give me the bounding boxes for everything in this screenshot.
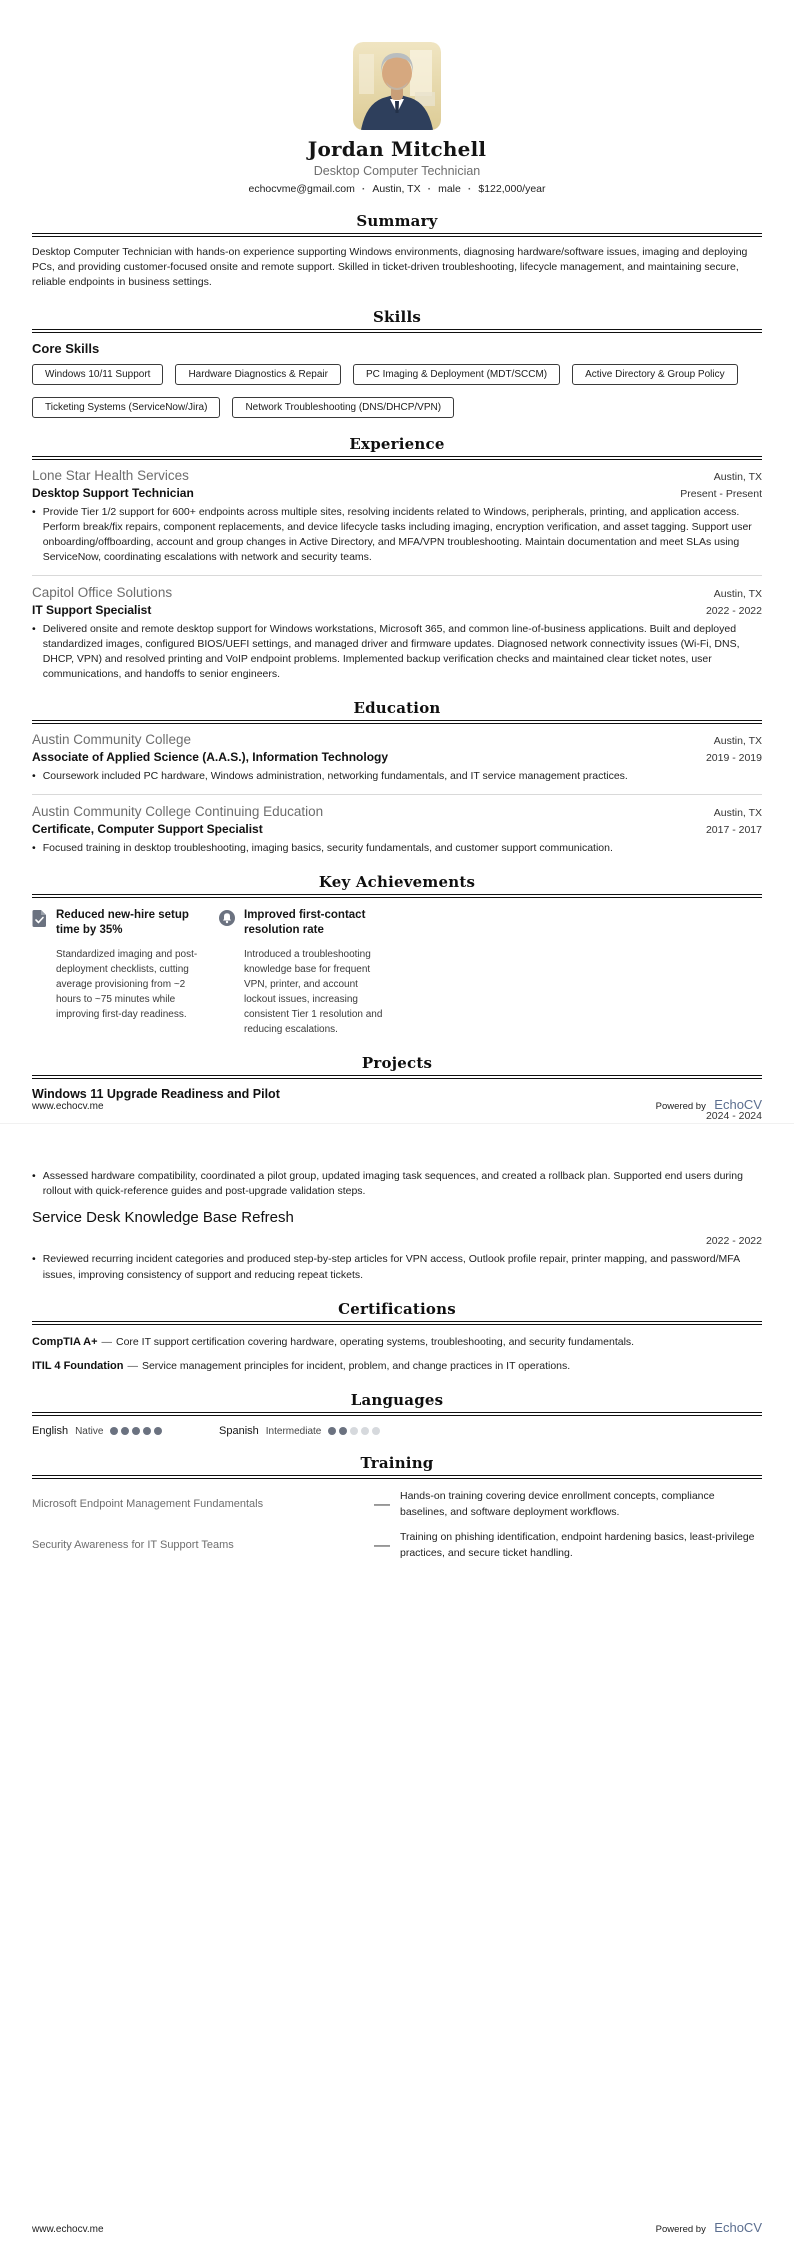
- section-languages: [32, 1391, 762, 1437]
- proficiency-dot: [372, 1427, 380, 1435]
- powered-by-label: Powered by: [655, 2224, 706, 2235]
- contact-email: echocvme@gmail.com: [248, 183, 355, 195]
- certification-name: ITIL 4 Foundation: [32, 1359, 124, 1372]
- certifications-heading: Certifications: [32, 1300, 762, 1325]
- project-dates: 2022 - 2022: [705, 1235, 762, 1248]
- dot-separator: ·: [467, 183, 472, 195]
- training-item: [32, 1530, 762, 1562]
- education-entry: [32, 726, 762, 784]
- language-level: Intermediate: [265, 1425, 322, 1437]
- company-name: Lone Star Health Services: [32, 467, 189, 483]
- brand-link[interactable]: EchoCV: [714, 2220, 762, 2235]
- bullet-marker: •: [32, 622, 36, 635]
- proficiency-dot: [110, 1427, 118, 1435]
- education-dates: 2017 - 2017: [705, 823, 762, 836]
- certification-desc: Core IT support certification covering hardware, operating systems, troubleshooting, and security fundamentals.: [116, 1335, 635, 1348]
- achievement-item: [32, 908, 201, 1037]
- skill-chip: Active Directory & Group Policy: [572, 364, 738, 385]
- summary-heading: Summary: [32, 212, 762, 237]
- language-name: Spanish: [219, 1425, 259, 1438]
- section-experience: [32, 435, 762, 683]
- proficiency-dot: [339, 1427, 347, 1435]
- job-location: Austin, TX: [713, 470, 762, 483]
- degree-title: Certificate, Computer Support Specialist: [32, 821, 263, 836]
- project-bullet: • Assessed hardware compatibility, coordinated a pilot group, updated imaging task sequences, and created a rollback plan. Supported end users during rollout with quick-reference guides and post-upgrade validation steps.: [32, 1169, 762, 1199]
- bell-icon: [219, 908, 235, 1037]
- section-education: [32, 699, 762, 855]
- education-bullet: • Coursework included PC hardware, Windows administration, networking fundamentals, and IT service management practices.: [32, 769, 762, 784]
- bullet-marker: •: [32, 841, 36, 854]
- education-dates: 2019 - 2019: [705, 752, 762, 765]
- training-desc: Training on phishing identification, endpoint hardening basics, least-privilege practices, and secure ticket handling.: [400, 1530, 755, 1559]
- brand-link[interactable]: EchoCV: [714, 1097, 762, 1112]
- training-desc: Hands-on training covering device enrollment concepts, compliance baselines, and software deployment workflows.: [400, 1490, 715, 1519]
- proficiency-dot: [143, 1427, 151, 1435]
- achievement-item: [219, 908, 388, 1037]
- achievement-text: Introduced a troubleshooting knowledge base for frequent VPN, printer, and account lockout issues, increasing consistent Tier 1 resolution and reducing escalations.: [244, 948, 383, 1035]
- proficiency-dot: [132, 1427, 140, 1435]
- skills-chip-list: [32, 364, 762, 418]
- proficiency-dot: [350, 1427, 358, 1435]
- training-name: Microsoft Endpoint Management Fundamentals: [32, 1498, 264, 1511]
- proficiency-dot: [328, 1427, 336, 1435]
- project-dates: 2024 - 2024: [705, 1109, 762, 1122]
- language-item: [32, 1425, 201, 1437]
- education-bullet: • Focused training in desktop troubleshooting, imaging basics, security fundamentals, and customer support communication.: [32, 841, 762, 856]
- proficiency-dot: [121, 1427, 129, 1435]
- dash-separator: —: [374, 1536, 390, 1554]
- education-heading: Education: [32, 699, 762, 724]
- project-entry: [32, 1209, 762, 1282]
- page-footer: [32, 1096, 762, 1114]
- section-training: [32, 1454, 762, 1561]
- experience-entry: [32, 575, 762, 683]
- achievement-title: Improved first-contact resolution rate: [244, 908, 366, 937]
- achievements-heading: Key Achievements: [32, 873, 762, 898]
- company-name: Capitol Office Solutions: [32, 584, 173, 600]
- skills-group-label: Core Skills: [32, 340, 100, 356]
- footer-site-link[interactable]: www.echocv.me: [32, 2224, 104, 2235]
- bullet-marker: •: [32, 770, 36, 783]
- skill-chip: PC Imaging & Deployment (MDT/SCCM): [353, 364, 560, 385]
- skill-chip: Hardware Diagnostics & Repair: [175, 364, 341, 385]
- experience-entry: [32, 462, 762, 566]
- job-title: Desktop Support Technician: [32, 485, 194, 500]
- footer-site-link[interactable]: www.echocv.me: [32, 1101, 104, 1112]
- achievement-text: Standardized imaging and post-deployment checklists, cutting average provisioning from ~2 hours to ~75 minutes while improving first-day readiness.: [56, 948, 198, 1020]
- certification-item: [32, 1334, 762, 1351]
- certification-desc: Service management principles for incident, problem, and change practices in IT operations.: [141, 1359, 571, 1372]
- school-name: Austin Community College Continuing Education: [32, 803, 324, 819]
- section-summary: [32, 212, 762, 291]
- language-level: Native: [75, 1425, 104, 1437]
- section-skills: [32, 308, 762, 418]
- proficiency-dot: [154, 1427, 162, 1435]
- powered-by-label: Powered by: [655, 1101, 706, 1112]
- document-check-icon: [32, 908, 47, 1037]
- dot-separator: ·: [361, 183, 366, 195]
- school-name: Austin Community College: [32, 732, 192, 748]
- skills-heading: Skills: [32, 308, 762, 333]
- project-title: Service Desk Knowledge Base Refresh: [32, 1209, 294, 1227]
- job-dates: 2022 - 2022: [705, 604, 762, 617]
- resume-page-2: [0, 1123, 794, 2246]
- achievement-title: Reduced new-hire setup time by 35%: [56, 908, 189, 937]
- language-proficiency-dots: [110, 1427, 162, 1435]
- languages-heading: Languages: [32, 1391, 762, 1416]
- bullet-marker: •: [32, 1253, 36, 1266]
- certification-item: [32, 1358, 762, 1375]
- school-location: Austin, TX: [713, 806, 762, 819]
- profile-photo: [353, 42, 441, 130]
- project-bullet: • Reviewed recurring incident categories and produced step-by-step articles for VPN access, Outlook profile repair, printer mapping, and password/MFA issues, improving consistency of support and reducing repeat tickets.: [32, 1252, 762, 1282]
- dash-separator: —: [374, 1496, 390, 1514]
- language-item: [219, 1425, 388, 1437]
- school-location: Austin, TX: [713, 735, 762, 748]
- certification-name: CompTIA A+: [32, 1335, 98, 1348]
- language-name: English: [32, 1425, 69, 1438]
- contact-salary: $122,000/year: [478, 183, 546, 195]
- job-location: Austin, TX: [713, 587, 762, 600]
- dash-separator: —: [127, 1359, 138, 1372]
- project-title: Windows 11 Upgrade Readiness and Pilot: [32, 1086, 280, 1101]
- bullet-marker: •: [32, 1170, 36, 1182]
- training-name: Security Awareness for IT Support Teams: [32, 1538, 234, 1551]
- education-entry: [32, 794, 762, 856]
- projects-heading: Projects: [32, 1054, 762, 1079]
- header-job-title: Desktop Computer Technician: [313, 164, 481, 178]
- skill-chip: Ticketing Systems (ServiceNow/Jira): [32, 397, 220, 418]
- proficiency-dot: [361, 1427, 369, 1435]
- job-bullet: • Delivered onsite and remote desktop support for Windows workstations, Microsoft 365, and common line-of-business applications. Built and deployed standardized images, configured BIOS/UEFI settings, and managed driver and firmware updates. Diagnosed network connectivity issues (Wi-Fi, DNS, DHCP, VPN) and resolved printing and VoIP endpoint problems. Implemented backup verification checks and maintained clear ticket notes, user communications, and handoffs to senior engineers.: [32, 622, 762, 683]
- experience-heading: Experience: [32, 435, 762, 460]
- training-heading: Training: [32, 1454, 762, 1479]
- dash-separator: —: [101, 1335, 112, 1348]
- job-title: IT Support Specialist: [32, 602, 152, 617]
- skill-chip: Network Troubleshooting (DNS/DHCP/VPN): [232, 397, 454, 418]
- contact-gender: male: [438, 183, 461, 195]
- job-dates: Present - Present: [680, 487, 762, 500]
- job-bullet: • Provide Tier 1/2 support for 600+ endpoints across multiple sites, resolving incidents related to Windows, peripherals, printing, and application access. Perform break/fix repairs, component replacements, and device lifecycle tasks including imaging, encryption verification, and asset tagging. Support user onboarding/offboarding, account and group changes in Active Directory, and MFA/VPN troubleshooting. Maintain documentation and meet SLAs using ServiceNow, coordinating escalations with network and security teams.: [32, 505, 762, 566]
- language-proficiency-dots: [328, 1427, 380, 1435]
- summary-text: Desktop Computer Technician with hands-on experience supporting Windows environments, diagnosing hardware/software issues, imaging and deploying PCs, and providing customer-focused onsite and remote support. Skilled in ticket-driven troubleshooting, lifecycle management, and maintaining secure, reliable endpoints in business settings.: [32, 246, 748, 289]
- dot-separator: ·: [427, 183, 432, 195]
- training-item: [32, 1489, 762, 1521]
- skill-chip: Windows 10/11 Support: [32, 364, 163, 385]
- section-certifications: [32, 1300, 762, 1375]
- page-footer: [32, 2219, 762, 2237]
- contact-line: [32, 183, 762, 195]
- degree-title: Associate of Applied Science (A.A.S.), Information Technology: [32, 750, 389, 765]
- bullet-marker: •: [32, 505, 36, 518]
- section-achievements: [32, 873, 762, 1037]
- contact-location: Austin, TX: [372, 183, 421, 195]
- header-name: Jordan Mitchell: [307, 137, 487, 161]
